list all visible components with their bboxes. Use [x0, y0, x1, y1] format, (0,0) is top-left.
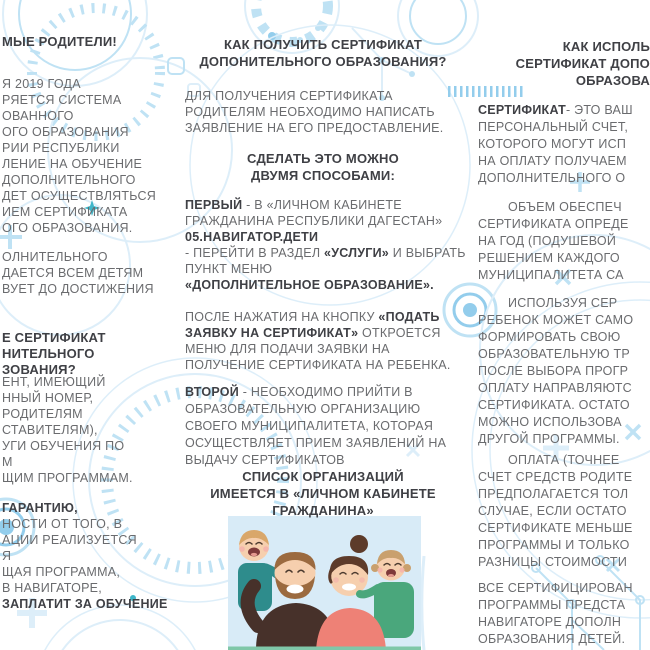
left-column-heading: МЫЕ РОДИТЕЛИ!	[2, 34, 117, 49]
certificate-definition-paragraph: СЕРТИФИКАТ- ЭТО ВАШ ПЕРСОНАЛЬНЫЙ СЧЕТ, КОТОРОГО МОГУТ ИСП НА ОПЛАТУ ПОЛУЧАЕМ ДОПОЛНИТЕЛЬНОГО О	[478, 103, 633, 185]
org-list-heading: СПИСОК ОРГАНИЗАЦИЙ ИМЕЕТСЯ В «ЛИЧНОМ КАБИНЕТЕ ГРАЖДАНИНА»	[210, 469, 436, 518]
how-to-get-intro: ДЛЯ ПОЛУЧЕНИЯ СЕРТИФИКАТА РОДИТЕЛЯМ НЕОБХОДИМО НАПИСАТЬ ЗАЯВЛЕНИЕ НА ЕГО ПРЕДОСТАВЛЕНИЕ.	[185, 89, 444, 135]
second-way-paragraph: ВТОРОЙ - НЕОБХОДИМО ПРИЙТИ В ОБРАЗОВАТЕЛЬНУЮ ОРГАНИЗАЦИЮ СВОЕГО МУНИЦИПАЛИТЕТА, КОТОРАЯ ОСУЩЕСТВЛЯЕТ ПРИЕМ ЗАЯВЛЕНИЙ НА ВЫДАЧУ СЕРТИФИКАТОВ	[185, 385, 447, 467]
payment-paragraph: ОПЛАТА (ТОЧНЕЕ СЧЕТ СРЕДСТВ РОДИТЕ ПРЕДПОЛАГАЕТСЯ ТОЛ СЛУЧАЕ, ЕСЛИ ОСТАТО СЕРТИФИКАТЕ МЕНЬШЕ ПРОГРАММЫ И ТОЛЬКО РАЗНИЦЫ СТОИМОСТИ	[478, 453, 633, 569]
how-to-use-heading: КАК ИСПОЛЬ СЕРТИФИКАТ ДОПО ОБРАЗОВА	[515, 39, 650, 88]
first-way-paragraph: ПЕРВЫЙ - В «ЛИЧНОМ КАБИНЕТЕ ГРАЖДАНИНА РЕСПУБЛИКИ ДАГЕСТАН» 05.НАВИГАТОР.ДЕТИ - ПЕРЕЙТИ В РАЗДЕЛ «УСЛУГИ» И ВЫБРАТЬ ПУНКТ МЕНЮ «ДОПОЛНИТЕЛЬНОЕ ОБРАЗОВАНИЕ».	[185, 198, 466, 292]
right-column	[478, 0, 650, 650]
what-is-certificate-body: ЕНТ, ИМЕЮЩИЙ ННЫЙ НОМЕР, РОДИТЕЛЯМ СТАВИТЕЛЯМ), УГИ ОБУЧЕНИЯ ПО М ЩИМ ПРОГРАММАМ.	[2, 375, 133, 485]
what-is-certificate-heading: Е СЕРТИФИКАТ НИТЕЛЬНОГО ЗОВАНИЯ?	[2, 330, 106, 377]
using-paragraph: ИСПОЛЬЗУЯ СЕР РЕБЕНОК МОЖЕТ САМО ФОРМИРОВАТЬ СВОЮ ОБРАЗОВАТЕЛЬНУЮ ТР ПОСЛЕ ВЫБОРА ПРОГР ОПЛАТУ НАПРАВЛЯЮТС СЕРТИФИКАТА. ОСТАТО МОЖНО ИСПОЛЬЗОВА ДРУГОЙ ПРОГРАММЫ.	[478, 296, 634, 446]
left-column	[2, 0, 178, 650]
after-click-paragraph: ПОСЛЕ НАЖАТИЯ НА КНОПКУ «ПОДАТЬ ЗАЯВКУ НА СЕРТИФИКАТ» ОТКРОЕТСЯ МЕНЮ ДЛЯ ПОДАЧИ ЗАЯВКИ НА ПОЛУЧЕНИЕ СЕРТИФИКАТА НА РЕБЕНКА.	[185, 310, 451, 372]
guarantee-paragraph: ГАРАНТИЮ, НОСТИ ОТ ТОГО, В АЦИИ РЕАЛИЗУЕТСЯ Я ЩАЯ ПРОГРАММА, В НАВИГАТОРЕ, ЗАПЛАТИТ ЗА ОБУЧЕНИЕ	[2, 501, 168, 611]
how-to-get-heading: КАК ПОЛУЧИТЬ СЕРТИФИКАТ ДОПОНИТЕЛЬНОГО ОБРАЗОВАНИЯ?	[199, 37, 447, 69]
two-ways-heading: СДЕЛАТЬ ЭТО МОЖНО ДВУМЯ СПОСОБАМИ:	[247, 151, 399, 183]
intro-paragraph: Я 2019 ГОДА РЯЕТСЯ СИСТЕМА ОВАННОГО ОГО ОБРАЗОВАНИЯ РИИ РЕСПУБЛИКИ ЛЕНИЕ НА ОБУЧЕНИЕ ДОПОЛНИТЕЛЬНОГО ДЕТ ОСУЩЕСТВЛЯТЬСЯ ИЕМ СЕРТИФИКАТА ОГО ОБРАЗОВАНИЯ.	[2, 77, 157, 235]
volume-paragraph: ОБЪЕМ ОБЕСПЕЧ СЕРТИФИКАТА ОПРЕДЕ НА ГОД (ПОДУШЕВОЙ РЕШЕНИЕМ КАЖДОГО МУНИЦИПАЛИТЕТА СА	[478, 200, 629, 282]
certificate-info-paragraph: ОЛНИТЕЛЬНОГО ДАЕТСЯ ВСЕМ ДЕТЯМ ВУЕТ ДО ДОСТИЖЕНИЯ	[2, 250, 154, 296]
all-programs-paragraph: ВСЕ СЕРТИФИЦИРОВАН ПРОГРАММЫ ПРЕДСТА НАВИГАТОРЕ ДОПОЛН ОБРАЗОВАНИЯ ДЕТЕЙ.	[478, 581, 633, 646]
middle-column	[185, 0, 466, 650]
